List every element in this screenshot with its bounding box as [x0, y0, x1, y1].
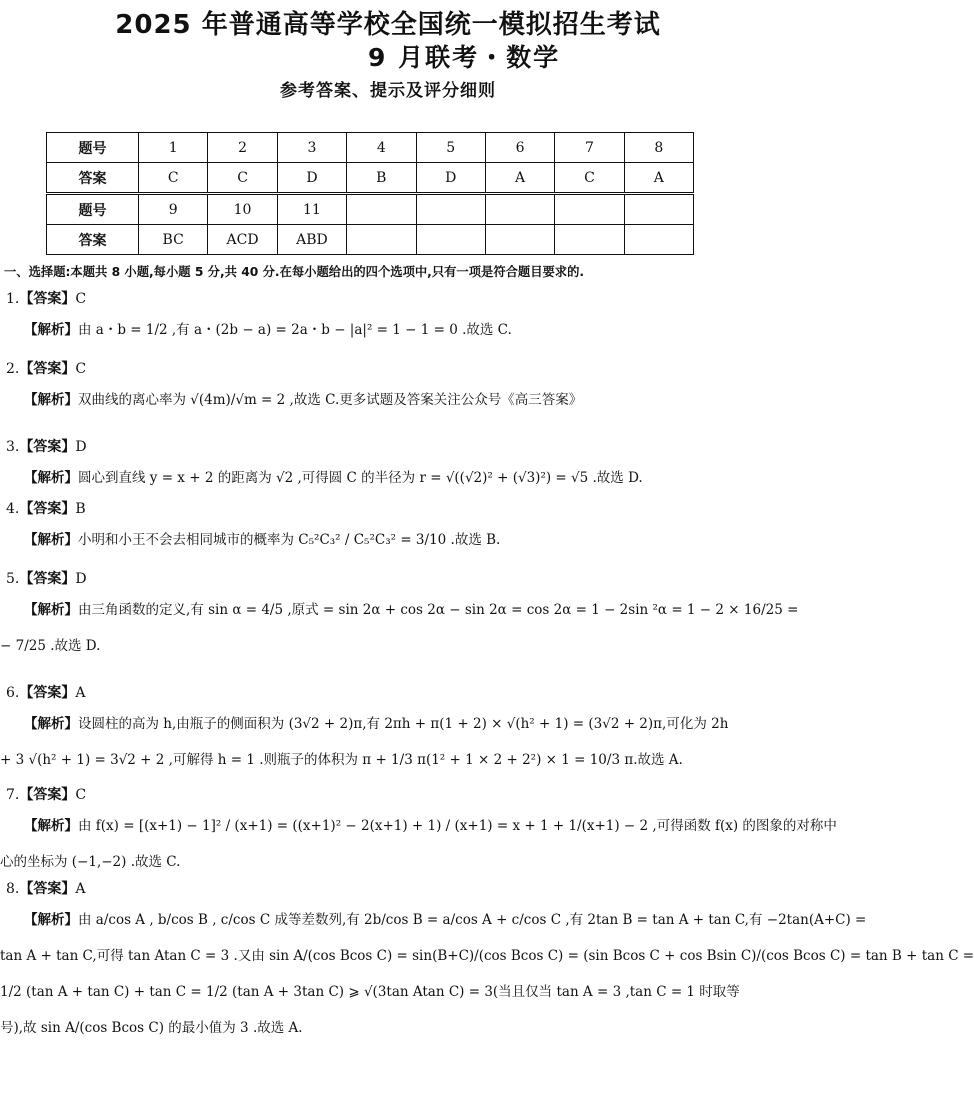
- table-cell: C: [139, 163, 208, 194]
- explanation-label: 【解析】: [24, 532, 78, 548]
- explanation: [24, 460, 736, 496]
- explanation-label: 【解析】: [24, 322, 78, 338]
- explanation-text: 心的坐标为 (−1,−2) .故选 C.: [0, 854, 181, 870]
- question-answer: [6, 358, 86, 378]
- exam-title: 2025 年普通高等学校全国统一模拟招生考试: [115, 10, 661, 40]
- answer-value: A: [75, 685, 86, 701]
- question-number: 6.: [6, 685, 20, 701]
- table-cell: [416, 225, 485, 255]
- explanation-label: 【解析】: [24, 392, 78, 408]
- explanation-line: [0, 742, 736, 778]
- explanation-line: [24, 522, 736, 558]
- table-cell: BC: [139, 225, 208, 255]
- question-number: 8.: [6, 881, 20, 897]
- table-cell: 1: [139, 133, 208, 163]
- explanation-text: tan A + tan C,可得 tan Atan C = 3 .又由 sin A/(cos Bcos C) = sin(B+C)/(cos Bcos C) = (sin Bcos C + cos Bsin C)/(cos Bcos C) = tan B + tan C =: [0, 948, 974, 964]
- table-cell: 11: [277, 194, 346, 225]
- section-heading: 一、选择题:本题共 8 小题,每小题 5 分,共 40 分.在每小题给出的四个选项中,只有一项是符合题目要求的.: [4, 265, 585, 279]
- answer-label: 【答案】: [19, 501, 76, 517]
- row-header-cell: 题号: [47, 194, 139, 225]
- table-cell: D: [416, 163, 485, 194]
- explanation-text: 由三角函数的定义,有 sin α = 4/5 ,原式 = sin 2α + cos 2α − sin 2α = cos 2α = 1 − 2sin ²α = 1 − 2 × 16/25 =: [78, 602, 799, 618]
- table-cell: [347, 194, 416, 225]
- explanation-text: 由 a/cos A , b/cos B , c/cos C 成等差数列,有 2b/cos B = a/cos A + c/cos C ,有 2tan B = tan A + tan C,有 −2tan(A+C) =: [78, 912, 867, 928]
- explanation-label: 【解析】: [24, 716, 78, 732]
- table-cell: [485, 225, 554, 255]
- explanation: [24, 312, 736, 348]
- explanation-text: 圆心到直线 y = x + 2 的距离为 √2 ,可得圆 C 的半径为 r = √((√2)² + (√3)²) = √5 .故选 D.: [78, 470, 643, 486]
- answer-table: [46, 132, 694, 255]
- table-cell: [555, 225, 624, 255]
- explanation-label: 【解析】: [24, 470, 78, 486]
- answer-table-body: [47, 133, 694, 255]
- explanation: [0, 706, 736, 778]
- explanation-text: + 3 √(h² + 1) = 3√2 + 2 ,可解得 h = 1 .则瓶子的体积为 π + 1/3 π(1² + 1 × 2 + 2²) × 1 = 10/3 π.故选 A.: [0, 752, 683, 768]
- table-cell: [416, 194, 485, 225]
- explanation-text: 由 f(x) = [(x+1) − 1]² / (x+1) = ((x+1)² − 2(x+1) + 1) / (x+1) = x + 1 + 1/(x+1) − 2 ,可得函数 f(x) 的图象的对称中: [78, 818, 837, 834]
- answer-label: 【答案】: [19, 571, 76, 587]
- explanation-text: 号),故 sin A/(cos Bcos C) 的最小值为 3 .故选 A.: [0, 1020, 303, 1036]
- table-cell: C: [208, 163, 277, 194]
- answer-label: 【答案】: [19, 881, 76, 897]
- question-answer: [6, 682, 85, 702]
- row-header-cell: 答案: [47, 163, 139, 194]
- answer-key-heading: 参考答案、提示及评分细则: [280, 81, 496, 101]
- question-answer: [6, 498, 86, 518]
- question-number: 2.: [6, 361, 20, 377]
- explanation-text: 双曲线的离心率为 √(4m)/√m = 2 ,故选 C.更多试题及答案关注公众号《高三答案》: [78, 392, 583, 408]
- answer-table-row: [47, 163, 694, 194]
- explanation: [0, 902, 974, 1046]
- question-number: 7.: [6, 787, 20, 803]
- explanation-label: 【解析】: [24, 818, 78, 834]
- explanation-line: [0, 1010, 736, 1046]
- explanation-text: − 7/25 .故选 D.: [0, 638, 101, 654]
- explanation-line: [0, 974, 740, 1010]
- answer-value: B: [75, 501, 86, 517]
- explanation-text: 由 a・b = 1/2 ,有 a・(2b − a) = 2a・b − |a|² = 1 − 1 = 0 .故选 C.: [78, 322, 512, 338]
- answer-value: A: [75, 881, 86, 897]
- explanation-line: [24, 460, 736, 496]
- table-cell: [624, 194, 693, 225]
- answer-value: C: [75, 291, 87, 307]
- explanation-line: [24, 706, 736, 742]
- explanation: [0, 592, 799, 664]
- table-cell: 2: [208, 133, 277, 163]
- explanation-line: [24, 382, 736, 418]
- explanation-line: [0, 938, 974, 974]
- explanation-label: 【解析】: [24, 912, 78, 928]
- table-cell: 10: [208, 194, 277, 225]
- explanation-text: 设圆柱的高为 h,由瓶子的侧面积为 (3√2 + 2)π,有 2πh + π(1 + 2) × √(h² + 1) = (3√2 + 2)π,可化为 2h: [78, 716, 729, 732]
- answer-value: C: [75, 361, 87, 377]
- answer-label: 【答案】: [19, 361, 76, 377]
- answer-table-row: [47, 194, 694, 225]
- answer-label: 【答案】: [19, 439, 76, 455]
- exam-subtitle: 9 月联考・数学: [368, 43, 561, 72]
- table-cell: A: [485, 163, 554, 194]
- table-cell: D: [277, 163, 346, 194]
- explanation-line: [24, 808, 837, 844]
- explanation-text: 1/2 (tan A + tan C) + tan C = 1/2 (tan A + 3tan C) ⩾ √(3tan Atan C) = 3(当且仅当 tan A = 3 ,tan C = 1 时取等: [0, 984, 740, 1000]
- table-cell: 8: [624, 133, 693, 163]
- answer-label: 【答案】: [19, 685, 76, 701]
- explanation-line: [24, 312, 736, 348]
- table-cell: [347, 225, 416, 255]
- explanation-line: [0, 844, 736, 880]
- table-cell: [624, 225, 693, 255]
- row-header-cell: 答案: [47, 225, 139, 255]
- question-answer: [6, 288, 86, 308]
- table-cell: ABD: [277, 225, 346, 255]
- table-cell: B: [347, 163, 416, 194]
- table-cell: ACD: [208, 225, 277, 255]
- explanation-label: 【解析】: [24, 602, 78, 618]
- table-cell: [485, 194, 554, 225]
- question-number: 3.: [6, 439, 20, 455]
- question-answer: [6, 784, 86, 804]
- table-cell: 3: [277, 133, 346, 163]
- question-number: 5.: [6, 571, 20, 587]
- answer-label: 【答案】: [19, 787, 76, 803]
- table-cell: [555, 194, 624, 225]
- explanation: [24, 382, 736, 418]
- explanation-line: [24, 902, 867, 938]
- explanation: [24, 522, 736, 558]
- answer-value: D: [75, 571, 87, 587]
- table-cell: 6: [485, 133, 554, 163]
- table-cell: C: [555, 163, 624, 194]
- question-answer: [6, 878, 85, 898]
- question-answer: [6, 436, 87, 456]
- answer-value: C: [75, 787, 87, 803]
- row-header-cell: 题号: [47, 133, 139, 163]
- table-cell: 5: [416, 133, 485, 163]
- answer-value: D: [75, 439, 87, 455]
- table-cell: 7: [555, 133, 624, 163]
- answer-label: 【答案】: [19, 291, 76, 307]
- explanation-line: [24, 592, 799, 628]
- answer-table-row: [47, 133, 694, 163]
- explanation-line: [0, 628, 736, 664]
- table-cell: 4: [347, 133, 416, 163]
- question-answer: [6, 568, 87, 588]
- question-number: 1.: [6, 291, 20, 307]
- table-cell: 9: [139, 194, 208, 225]
- explanation-text: 小明和小王不会去相同城市的概率为 C₅²C₃² / C₅²C₃² = 3/10 .故选 B.: [78, 532, 501, 548]
- question-number: 4.: [6, 501, 20, 517]
- table-cell: A: [624, 163, 693, 194]
- answer-table-row: [47, 225, 694, 255]
- explanation: [0, 808, 837, 880]
